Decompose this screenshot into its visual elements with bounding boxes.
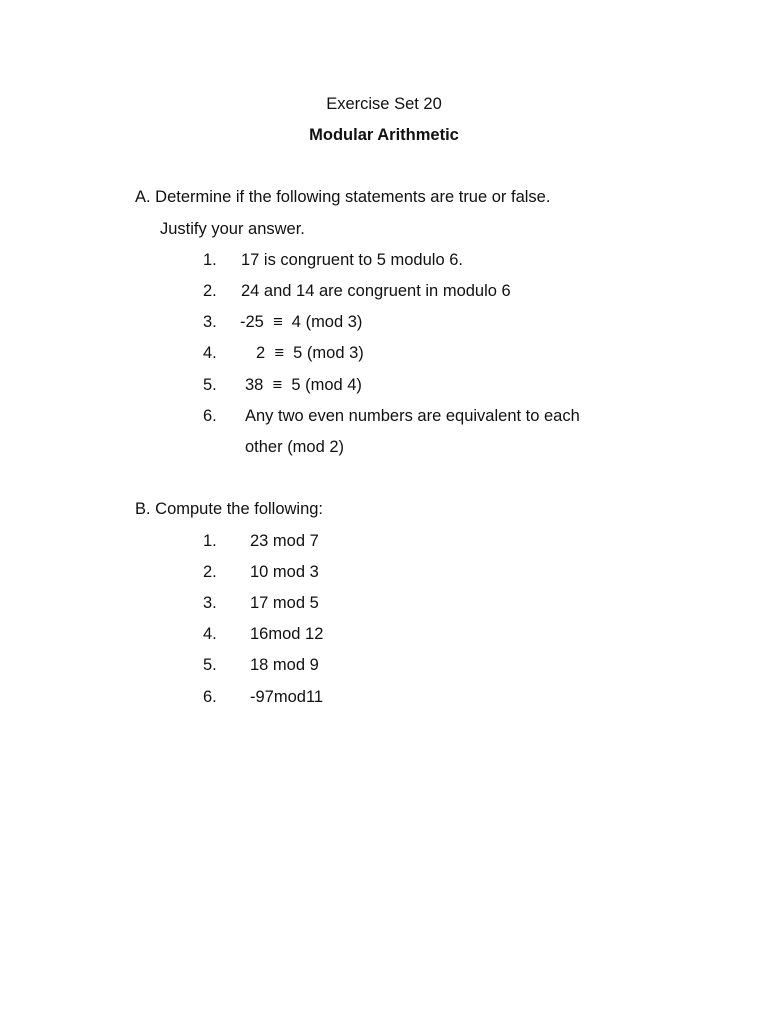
page-title: Exercise Set 20 [326,95,442,113]
section-b-item-number: 1. [203,532,217,550]
section-a-item-text: 2 ≡ 5 (mod 3) [256,344,364,362]
section-b-item-text: 23 mod 7 [250,532,319,550]
section-a-heading: A. Determine if the following statements are true or false. [135,188,551,206]
section-b-item-number: 5. [203,656,217,674]
section-b-item-text: 18 mod 9 [250,656,319,674]
section-a-item-number: 2. [203,282,217,300]
section-b-item-number: 2. [203,563,217,581]
section-a-item-number: 1. [203,251,217,269]
section-a-item-number: 3. [203,313,217,331]
section-a-item-text: 38 ≡ 5 (mod 4) [245,376,362,394]
section-a-item-number: 6. [203,407,217,425]
section-b-item-number: 3. [203,594,217,612]
section-a-item-text: -25 ≡ 4 (mod 3) [240,313,363,331]
section-a-item-text: 24 and 14 are congruent in modulo 6 [241,282,511,300]
section-b-item-text: 10 mod 3 [250,563,319,581]
section-a-item-text: 17 is congruent to 5 modulo 6. [241,251,463,269]
section-a-item-text-continued: other (mod 2) [245,438,345,456]
page-subtitle: Modular Arithmetic [309,126,459,144]
section-b-item-text: -97mod11 [250,688,324,706]
section-b-item-text: 17 mod 5 [250,594,319,612]
section-b-heading: B. Compute the following: [135,500,324,518]
section-a-item-number: 4. [203,344,217,362]
section-a-item-text: Any two even numbers are equivalent to each [245,407,580,425]
section-b-item-number: 4. [203,625,217,643]
section-a-item-number: 5. [203,376,217,394]
section-a-heading-continued: Justify your answer. [160,220,305,238]
section-b-item-number: 6. [203,688,217,706]
section-b-item-text: 16mod 12 [250,625,324,643]
